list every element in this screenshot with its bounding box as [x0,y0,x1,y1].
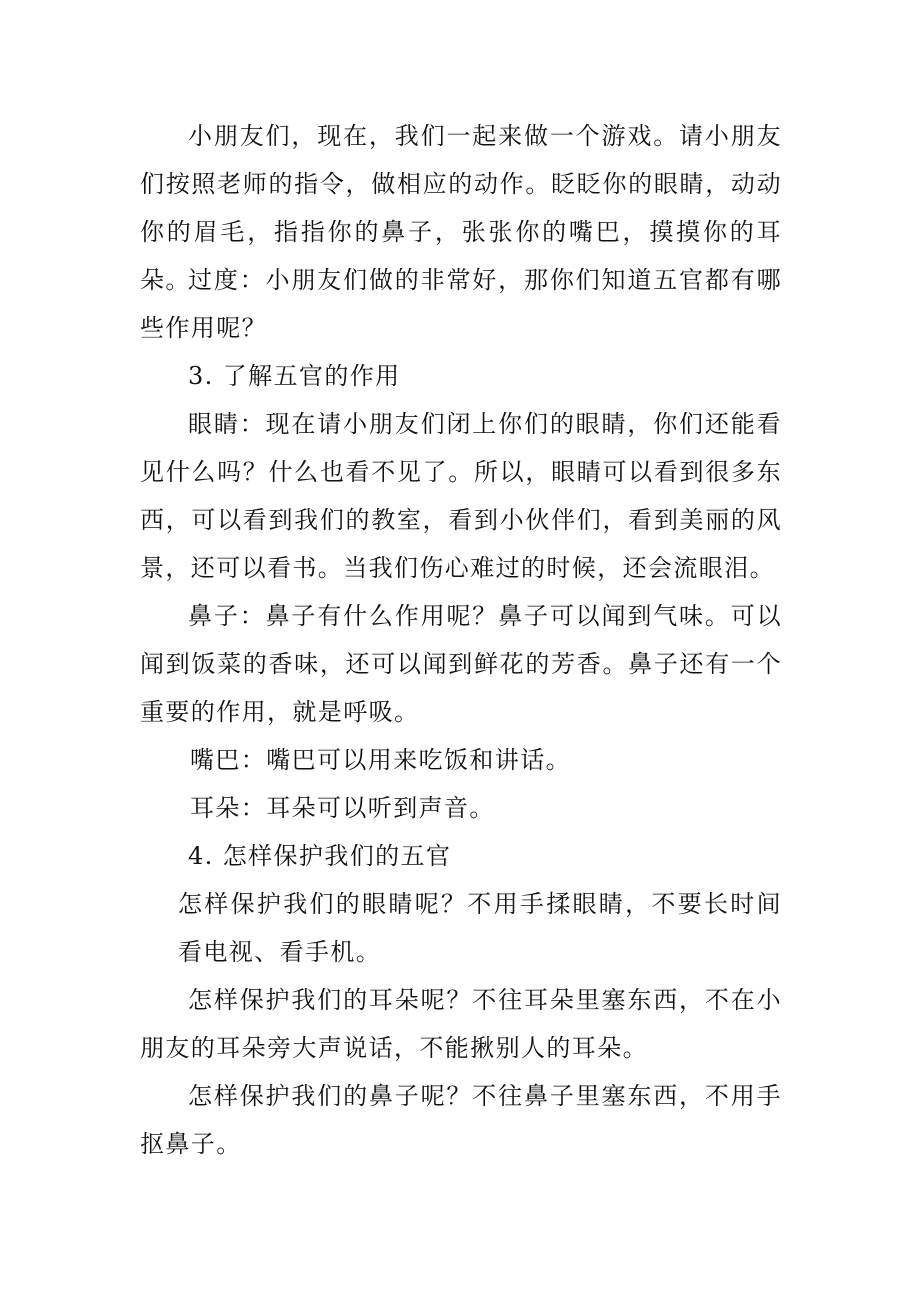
paragraph-protect-eyes: 怎样保护我们的眼睛呢？不用手揉眼睛，不要长时间看电视、看手机。 [178,890,782,966]
paragraph-nose: 鼻子：鼻子有什么作用呢？鼻子可以闻到气味。可以闻到饭菜的香味，还可以闻到鲜花的芳香。鼻子还有一个重要的作用，就是呼吸。 [140,602,782,726]
heading-section-3: 3. 了解五官的作用 [188,362,401,390]
paragraph-transition: 过度：小朋友们做的非常好，那你们知道五官都有哪些作用呢？ [140,266,782,342]
heading-section-4: 4. 怎样保护我们的五官 [188,842,452,870]
paragraph-protect-nose: 怎样保护我们的鼻子呢？不往鼻子里塞东西，不用手抠鼻子。 [140,1082,782,1158]
paragraph-eyes: 眼睛：现在请小朋友们闭上你们的眼睛，你们还能看见什么吗？什么也看不见了。所以，眼睛可以看到很多东西，可以看到我们的教室，看到小伙伴们，看到美丽的风景，还可以看书。当我们伤心难过的时候，还会流眼泪。 [140,410,782,582]
paragraph-game-intro: 小朋友们，现在，我们一起来做一个游戏。请小朋友们按照老师的指令，做相应的动作。眨眨你的眼睛，动动你的眉毛，指指你的鼻子，张张你的嘴巴，摸摸你的耳朵。 [140,122,782,294]
paragraph-protect-ears: 怎样保护我们的耳朵呢？不往耳朵里塞东西，不在小朋友的耳朵旁大声说话，不能揪别人的耳朵。 [140,986,782,1062]
paragraph-mouth: 嘴巴：嘴巴可以用来吃饭和讲话。 [190,746,571,774]
paragraph-ears: 耳朵：耳朵可以听到声音。 [190,794,495,822]
